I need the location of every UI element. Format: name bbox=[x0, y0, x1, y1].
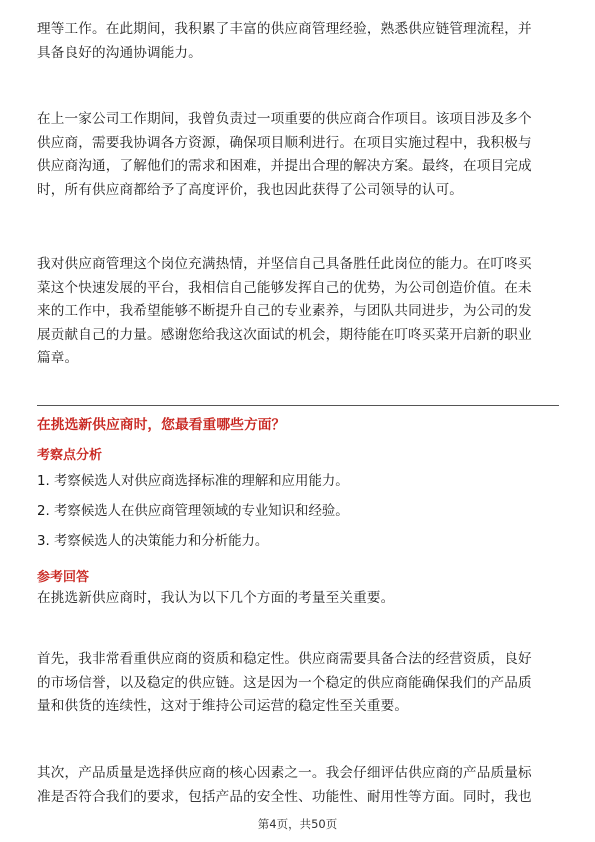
section-divider bbox=[37, 405, 559, 406]
text-line: 我对供应商管理这个岗位充满热情，并坚信自己具备胜任此岗位的能力。在叮咚买 bbox=[37, 256, 532, 272]
analysis-item: 1. 考察候选人对供应商选择标准的理解和应用能力。 bbox=[37, 474, 349, 489]
question-heading: 在挑选新供应商时，您最看重哪些方面？ bbox=[37, 417, 286, 433]
text-line: 展贡献自己的力量。感谢您给我这次面试的机会，期待能在叮咚买菜开启新的职业 bbox=[37, 326, 532, 343]
analysis-item: 2. 考察候选人在供应商管理领域的专业知识和经验。 bbox=[37, 504, 349, 519]
answer-paragraph-qualification bbox=[37, 648, 559, 719]
text-line: 篇章。 bbox=[37, 350, 79, 366]
text-line: 准是否符合我们的要求，包括产品的安全性、功能性、耐用性等方面。同时，我也 bbox=[37, 788, 532, 805]
text-line: 供应商，需要我协调各方资源，确保项目顺利进行。在项目实施过程中，我积极与 bbox=[37, 134, 532, 151]
paragraph-experience bbox=[37, 18, 559, 65]
paragraph-project bbox=[37, 108, 559, 202]
answer-paragraph-quality bbox=[37, 762, 559, 809]
text-line: 在挑选新供应商时，我认为以下几个方面的考量至关重要。 bbox=[37, 590, 395, 606]
text-line: 的市场信誉，以及稳定的供应链。这是因为一个稳定的供应商能确保我们的产品质 bbox=[37, 674, 532, 691]
text-line: 具备良好的沟通协调能力。 bbox=[37, 44, 202, 61]
text-line: 来的工作中，我希望能够不断提升自己的专业素养，与团队共同进步，为公司的发 bbox=[37, 303, 532, 319]
text-line: 首先，我非常看重供应商的资质和稳定性。供应商需要具备合法的经营资质，良好 bbox=[37, 651, 532, 667]
text-line: 时，所有供应商都给予了高度评价，我也因此获得了公司领导的认可。 bbox=[37, 181, 464, 198]
analysis-item: 3. 考察候选人的决策能力和分析能力。 bbox=[37, 534, 269, 549]
text-line: 菜这个快速发展的平台，我相信自己能够发挥自己的优势，为公司创造价值。在未 bbox=[37, 279, 532, 296]
answer-intro bbox=[37, 587, 559, 611]
text-line: 供应商沟通，了解他们的需求和困难，并提出合理的解决方案。最终，在项目完成 bbox=[37, 158, 532, 174]
page-number: 第4页，共50页 bbox=[257, 817, 338, 831]
answer-heading: 参考回答 bbox=[37, 570, 90, 585]
text-line: 其次，产品质量是选择供应商的核心因素之一。我会仔细评估供应商的产品质量标 bbox=[37, 765, 532, 781]
text-line: 量和供货的连续性，这对于维持公司运营的稳定性至关重要。 bbox=[37, 698, 409, 714]
text-line: 在上一家公司工作期间，我曾负责过一项重要的供应商合作项目。该项目涉及多个 bbox=[37, 111, 532, 127]
analysis-heading: 考察点分析 bbox=[37, 448, 103, 463]
paragraph-motivation bbox=[37, 253, 559, 371]
text-line: 理等工作。在此期间，我积累了丰富的供应商管理经验，熟悉供应链管理流程，并 bbox=[37, 21, 532, 37]
